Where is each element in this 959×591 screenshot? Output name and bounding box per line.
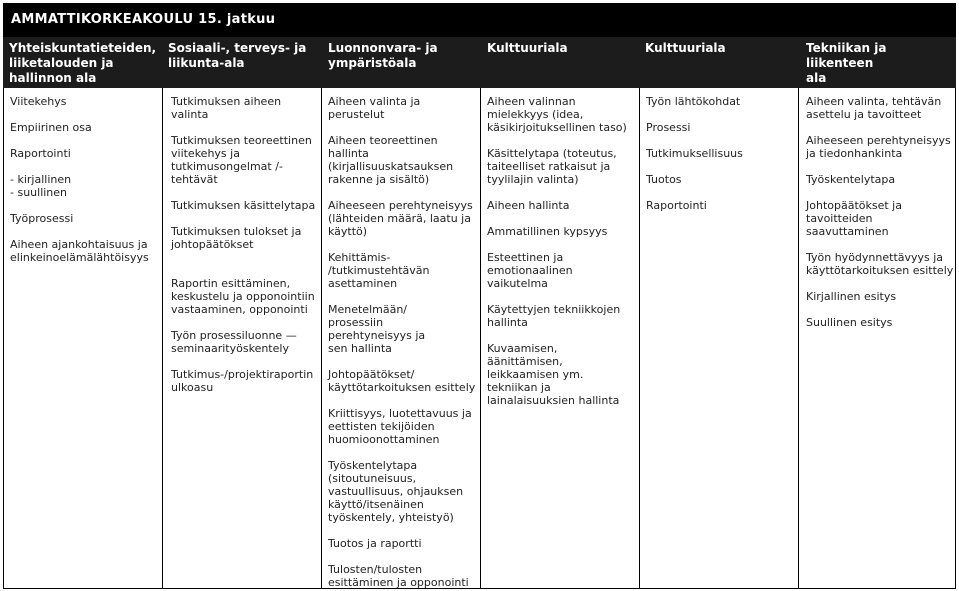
list-item: Työskentelytapa (sitoutuneisuus, vastuullisuus, ohjauksen käyttö/itsenäinen työskentely, yhteistyö) [328,459,464,524]
column-divider [321,88,322,589]
list-item: Tutkimuksen käsittelytapa [171,199,316,212]
list-item: Aiheen valinnan mielekkyys (idea, käsikirjoituksellinen taso) [487,95,627,134]
list-item: - kirjallinen - suullinen [10,173,72,199]
list-item: Tutkimus-/projektiraportin ulkoasu [171,368,314,394]
header-cell: Sosiaali-, terveys- ja liikunta-ala [168,41,307,70]
list-item: Työn lähtökohdat [646,95,741,108]
header-cell: Tekniikan ja liikenteen ala [806,41,887,85]
list-item: Käsittelytapa (toteutus, taiteelliset ratkaisut ja tyylilajin valinta) [487,147,617,186]
list-item: Raportin esittäminen, keskustelu ja opponointiin vastaaminen, opponointi [171,277,315,316]
list-item: Kuvaamisen, äänittämisen, leikkaamisen ym. tekniikan ja lainalaisuuksien hallinta [487,342,620,407]
list-item: Kriittisyys, luotettavuus ja eettisten tekijöiden huomioonottaminen [328,407,472,446]
list-item: Aiheen valinta, tehtävän asettelu ja tavoitteet [806,95,942,121]
list-item: Kehittämis- /tutkimustehtävän asettaminen [328,251,430,290]
table-column [328,95,478,589]
table-column [806,95,954,329]
list-item: Tutkimuksellisuus [646,147,743,160]
page-title: AMMATTIKORKEAKOULU 15. jatkuu [3,3,956,37]
list-item: Aiheen valinta ja perustelut [328,95,421,121]
column-divider [162,88,163,589]
list-item: Työn prosessiluonne — seminaarityöskentely [171,329,297,355]
table-header-row [3,37,956,88]
list-item: Aiheen ajankohtaisuus ja elinkeinoelämälähtöisyys [10,238,149,264]
column-divider [955,88,956,589]
list-item: Suullinen esitys [806,316,893,329]
header-cell: Yhteiskuntatieteiden, liiketalouden ja hallinnon ala [9,41,157,85]
list-item: Johtopäätökset/ käyttötarkoituksen esittely [328,368,476,394]
list-item: Viitekehys [10,95,67,108]
list-item: Aiheen teoreettinen hallinta (kirjallisuuskatsauksen rakenne ja sisältö) [328,134,454,186]
column-divider [798,88,799,589]
list-item: Aiheeseen perehtyneisyys (lähteiden määrä, laatu ja käyttö) [328,199,473,238]
table-column [171,95,319,394]
list-item: Empiirinen osa [10,121,92,134]
list-item: Tutkimuksen aiheen valinta [171,95,282,121]
list-item: Raportointi [646,199,707,212]
list-item: Tuotos [646,173,682,186]
table-column [646,95,796,212]
list-item: Johtopäätökset ja tavoitteiden saavuttaminen [806,199,902,238]
list-item: Prosessi [646,121,691,134]
column-divider [480,88,481,589]
table-column [487,95,637,407]
table-column [10,95,160,264]
list-item: Raportointi [10,147,71,160]
list-item: Tutkimuksen tulokset ja johtopäätökset [171,225,302,251]
list-item: Tuotos ja raportti [328,537,422,550]
list-item: Työprosessi [10,212,74,225]
list-item: Tulosten/tulosten esittäminen ja opponointi [328,563,469,589]
list-item: Työskentelytapa [806,173,896,186]
list-item: Aiheeseen perehtyneisyys ja tiedonhankinta [806,134,951,160]
header-cell: Kulttuuriala [487,41,568,55]
list-item: Menetelmään/ prosessiin perehtyneisyys ja sen hallinta [328,303,426,355]
list-item: Kirjallinen esitys [806,290,897,303]
list-item: Ammatillinen kypsyys [487,225,608,238]
list-item: Työn hyödynnettävyys ja käyttötarkoituksen esittely [806,251,954,277]
header-cell: Luonnonvara- ja ympäristöala [328,41,438,70]
list-item: Aiheen hallinta [487,199,570,212]
list-item: Tutkimuksen teoreettinen viitekehys ja tutkimusongelmat /- tehtävät [171,134,312,186]
list-item: Käytettyjen tekniikkojen hallinta [487,303,621,329]
header-cell: Kulttuuriala [645,41,726,55]
column-divider [639,88,640,589]
list-item: Esteettinen ja emotionaalinen vaikutelma [487,251,573,290]
